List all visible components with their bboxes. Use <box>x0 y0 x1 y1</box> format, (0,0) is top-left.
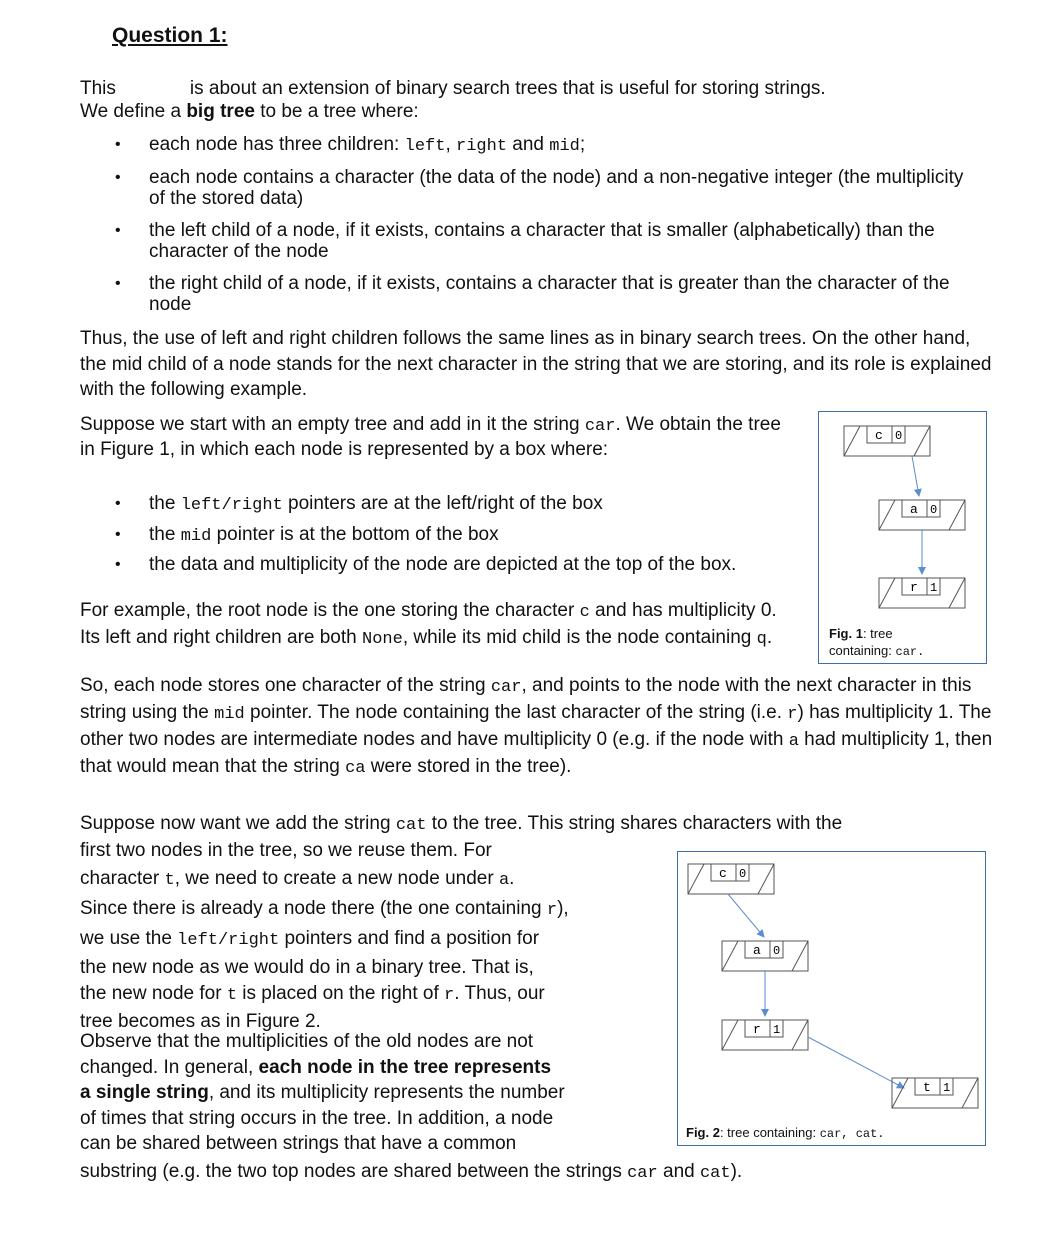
code-r: r <box>787 705 798 724</box>
so-a: So, each node stores one character of the string <box>80 675 491 696</box>
code-r: r <box>444 986 455 1005</box>
code-c: c <box>579 603 590 622</box>
p2-l3b: ), <box>557 898 569 919</box>
fig2-node-char: a <box>753 943 761 958</box>
box1-a: the <box>149 493 181 514</box>
paragraph-so <box>80 673 1000 781</box>
page-title: Question 1: <box>112 24 228 47</box>
obs-l2b: each node in the tree represents <box>258 1056 552 1078</box>
part2-line <box>80 865 680 895</box>
fig2-cap-bold: Fig. 2 <box>686 1125 720 1140</box>
intro-define: We define a <box>80 101 187 122</box>
definition-item: • the right child of a node, if it exists, contains a character that is greater than the character of the node <box>80 273 980 315</box>
fig1-mid-arrow <box>912 456 919 496</box>
intro-line-1 <box>80 77 1010 102</box>
code-right: right <box>456 137 508 156</box>
box-description-list <box>80 493 810 575</box>
fig2-node-c <box>688 864 774 894</box>
part2-line <box>80 925 680 955</box>
p2-l4a: we use the <box>80 928 178 949</box>
code-q: q <box>756 629 767 649</box>
definition-item: • each node contains a character (the data of the node) and a non-negative integer (the multiplicity of the stored data) <box>80 167 980 209</box>
fig2-right-arrow <box>808 1037 904 1088</box>
figure-2-caption <box>686 1124 885 1143</box>
part2-line: the new node as we would do in a binary tree. That is, <box>80 957 534 978</box>
def1-text: each node has three children: <box>149 134 405 155</box>
observe-line: can be shared between strings that have a common <box>80 1133 517 1154</box>
obs-and: and <box>657 1160 700 1182</box>
obs-l3b: , and its multiplicity represents the number <box>208 1082 565 1103</box>
obs-end: ). <box>730 1160 743 1182</box>
fig1-cap-a: : tree <box>862 626 893 641</box>
def1-sep: , <box>445 134 456 155</box>
so-b: , and points to the node with the next character in this string using the <box>80 675 972 723</box>
definition-item <box>80 134 980 157</box>
part2-line: first two nodes in the tree, so we reuse them. For <box>80 840 492 861</box>
def1-and: and <box>507 134 550 155</box>
fig1-cap-b: containing: <box>829 643 896 658</box>
p2-l4b: pointers and find a position for <box>279 928 540 949</box>
part2-line <box>80 895 680 925</box>
fig2-node-char: t <box>923 1080 931 1095</box>
box-item: • the data and multiplicity of the node are depicted at the top of the box. <box>80 554 810 575</box>
so-f: were stored in the tree). <box>365 756 572 777</box>
definition-item: • the left child of a node, if it exists, contains a character that is smaller (alphabetically) than the character of the node <box>80 220 980 262</box>
p2-l6a: the new node for <box>80 983 227 1004</box>
box-item <box>80 524 810 547</box>
paragraph-thus: Thus, the use of left and right children follows the same lines as in binary search trees. On the other hand, the mid child of a node stands for the next character in the string that we are storing, and its role is explained with the following example. <box>80 328 992 400</box>
definition-list <box>80 134 980 315</box>
code-left: left <box>404 137 446 156</box>
code-none: None <box>362 629 403 649</box>
box1-b: pointers are at the left/right of the box <box>282 493 603 514</box>
figure-1 <box>818 411 987 664</box>
intro-line-2 <box>80 100 1010 125</box>
paragraph-example <box>80 599 800 652</box>
box-item <box>80 493 810 516</box>
so-d: ) has multiplicity 1. The other two nodes are intermediate nodes and have multiplicity 0 (e.g. if the node with <box>80 702 992 750</box>
fig1-node-mult: 0 <box>930 503 938 517</box>
code-mid: mid <box>180 527 212 546</box>
code-mid: mid <box>214 705 245 724</box>
fig1-node-char: a <box>910 502 918 517</box>
code-car: car <box>584 417 616 436</box>
code-car: car <box>627 1163 658 1183</box>
so-c: pointer. The node containing the last character of the string (i.e. <box>244 702 788 723</box>
example-e: . <box>766 626 773 648</box>
fig2-cap-a: : tree containing: <box>719 1125 820 1140</box>
figure-2-diagram <box>678 852 985 1145</box>
suppose2-b: to the tree. This string shares characters with the <box>426 813 843 834</box>
figure-1-caption <box>829 625 924 661</box>
fig1-node-char: c <box>875 428 883 443</box>
fig1-node-mult: 1 <box>930 581 938 595</box>
suppose2-a: Suppose now want we add the string <box>80 813 396 834</box>
code-car: car <box>490 678 522 697</box>
p2-l3a: Since there is already a node there (the one containing <box>80 898 547 919</box>
code-left-right: left/right <box>177 931 280 950</box>
obs-l2a: changed. In general, <box>80 1056 259 1078</box>
intro-text: is about an extension of binary search trees that is useful for storing strings. <box>189 78 826 99</box>
fig2-node-r <box>722 1020 808 1050</box>
code-r: r <box>546 901 558 920</box>
code-ca: ca <box>345 759 366 778</box>
obs-l6a: substring (e.g. the two top nodes are shared between the strings <box>80 1160 628 1182</box>
p2-l2b: , we need to create a new node under <box>174 868 499 889</box>
code-left-right: left/right <box>180 496 283 515</box>
fig2-node-t <box>892 1078 978 1108</box>
example-a: For example, the root node is the one storing the character <box>80 600 580 621</box>
fig1-node-c <box>844 426 930 456</box>
box2-b: pointer is at the bottom of the box <box>211 524 499 545</box>
fig2-node-char: r <box>753 1022 761 1037</box>
observe-line: of times that string occurs in the tree. In addition, a node <box>80 1107 554 1129</box>
fig2-node-a <box>722 941 808 971</box>
def1-end: ; <box>579 134 586 155</box>
code-cat: cat <box>699 1163 731 1183</box>
figure-2 <box>677 851 986 1146</box>
box2-a: the <box>149 524 181 545</box>
intro-this: This <box>80 78 116 99</box>
code-t: t <box>226 986 238 1005</box>
p2-l6b: is placed on the right of <box>237 983 445 1004</box>
fig2-node-mult: 0 <box>773 944 781 958</box>
suppose1-tail: . We obtain the tree in Figure 1, in which each node is represented by a box where: <box>80 414 781 460</box>
code-t: t <box>164 871 175 890</box>
part2-line: tree becomes as in Figure 2. <box>80 1011 321 1032</box>
p2-l6c: . Thus, our <box>454 983 545 1004</box>
p2-l2a: character <box>80 868 165 889</box>
example-b: and has multiplicity 0. Its left and right children are both <box>80 600 777 648</box>
fig1-cap-bold: Fig. 1 <box>829 626 863 641</box>
fig2-node-mult: 1 <box>943 1081 951 1095</box>
fig1-node-r <box>879 578 965 608</box>
code-mid: mid <box>549 137 580 156</box>
part2-line <box>80 981 680 1009</box>
p2-l2c: . <box>509 868 515 889</box>
fig1-node-mult: 0 <box>895 429 903 443</box>
code-a: a <box>788 732 799 751</box>
big-tree-term: big tree <box>186 101 255 122</box>
fig2-node-char: c <box>719 866 727 881</box>
observe-line <box>80 1159 1020 1187</box>
fig2-node-mult: 1 <box>773 1023 781 1037</box>
paragraph-suppose-2 <box>80 812 1030 839</box>
code-cat: cat <box>395 816 427 835</box>
fig2-node-mult: 0 <box>739 867 747 881</box>
example-d: , while its mid child is the node containing <box>402 626 757 648</box>
fig1-cap-code: car. <box>895 645 925 659</box>
code-a: a <box>498 871 510 890</box>
fig2-cap-code: car, cat. <box>819 1127 885 1141</box>
obs-l3a: a single string <box>80 1082 209 1103</box>
fig1-node-a <box>879 500 965 530</box>
paragraph-suppose-1 <box>80 413 800 461</box>
so-e: had multiplicity 1, then that would mean that the string <box>80 729 993 777</box>
suppose1-text: Suppose we start with an empty tree and add in it the string <box>80 414 585 435</box>
observe-line: Observe that the multiplicities of the old nodes are not <box>80 1031 534 1052</box>
part2-text <box>80 837 680 1035</box>
fig1-node-char: r <box>910 580 918 595</box>
fig2-mid-arrow <box>728 894 764 937</box>
intro-tail: to be a tree where: <box>254 101 419 122</box>
